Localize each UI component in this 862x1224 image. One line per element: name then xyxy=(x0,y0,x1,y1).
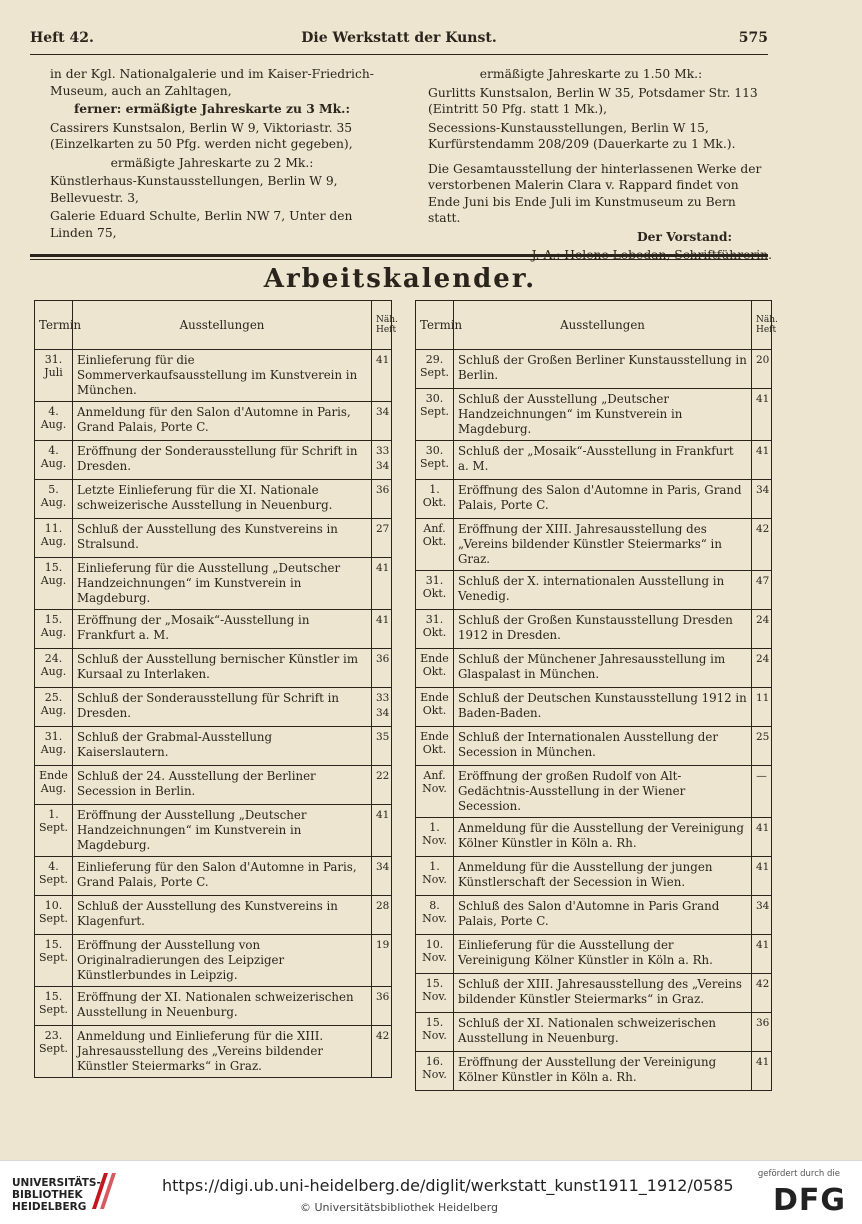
row-date: 4. Aug. xyxy=(35,441,73,480)
notice-heading: ferner: ermäßigte Jahreskarte zu 3 Mk.: xyxy=(73,101,351,116)
row-issue: 24 xyxy=(752,610,772,649)
row-date: 4. Sept. xyxy=(35,857,73,896)
row-issue: 41 xyxy=(752,818,772,857)
section-divider-thin xyxy=(30,259,768,260)
row-issue: 41 xyxy=(752,389,772,441)
row-event: Schluß der Grabmal-Ausstellung Kaiserslautern. xyxy=(73,727,372,766)
row-issue: 41 xyxy=(752,1052,772,1091)
row-event: Schluß der X. internationalen Ausstellung in Venedig. xyxy=(454,571,752,610)
row-date: Ende Okt. xyxy=(416,649,454,688)
board-signature: Der Vorstand: xyxy=(637,228,732,244)
row-date: 10. Nov. xyxy=(416,935,454,974)
notice-right-column xyxy=(410,66,772,266)
calendar-row xyxy=(35,688,392,727)
row-issue: 41 xyxy=(752,441,772,480)
calendar-row xyxy=(416,896,772,935)
calendar-row xyxy=(35,402,392,441)
row-event: Schluß der Ausstellung des Kunstvereins in Stralsund. xyxy=(73,519,372,558)
row-date: 15. Nov. xyxy=(416,1013,454,1052)
calendar-row xyxy=(416,1013,772,1052)
row-issue: 27 xyxy=(372,519,392,558)
row-issue: 33 34 xyxy=(372,688,392,727)
column-header-event: Ausstellungen xyxy=(454,301,752,350)
row-issue: 42 xyxy=(372,1026,392,1078)
row-issue: 41 xyxy=(372,805,392,857)
row-issue: 42 xyxy=(752,519,772,571)
row-date: 31. Okt. xyxy=(416,571,454,610)
row-date: 15. Aug. xyxy=(35,610,73,649)
calendar-row xyxy=(416,441,772,480)
row-event: Eröffnung der Sonderausstellung für Schrift in Dresden. xyxy=(73,441,372,480)
notice-paragraph: Die Gesamtausstellung der hinterlassenen Werke der verstorbenen Malerin Clara v. Rappard findet von Ende Juni bis Ende Juli im Kunstmuseum zu Bern statt. xyxy=(428,161,762,225)
library-name-line: UNIVERSITÄTS- xyxy=(12,1177,101,1189)
row-issue: 28 xyxy=(372,896,392,935)
calendar-table-right xyxy=(415,300,778,1091)
row-issue: 22 xyxy=(372,766,392,805)
row-date: 30. Sept. xyxy=(416,441,454,480)
row-issue: 35 xyxy=(372,727,392,766)
row-issue: 33 34 xyxy=(372,441,392,480)
row-event: Eröffnung der XIII. Jahresausstellung des „Vereins bildender Künstler Steiermarks“ in Graz. xyxy=(454,519,752,571)
row-date: 15. Nov. xyxy=(416,974,454,1013)
row-issue: — xyxy=(752,766,772,818)
row-date: Ende Okt. xyxy=(416,727,454,766)
row-event: Anmeldung für den Salon d'Automne in Paris, Grand Palais, Porte C. xyxy=(73,402,372,441)
header-rule xyxy=(30,54,768,55)
calendar-row xyxy=(416,519,772,571)
row-event: Schluß der Deutschen Kunstausstellung 1912 in Baden-Baden. xyxy=(454,688,752,727)
library-name xyxy=(12,1177,101,1213)
row-date: 1. Nov. xyxy=(416,857,454,896)
section-divider xyxy=(30,254,768,257)
calendar-row xyxy=(35,441,392,480)
notice-paragraph: Galerie Eduard Schulte, Berlin NW 7, Unter den Linden 75, xyxy=(50,209,353,240)
row-date: 8. Nov. xyxy=(416,896,454,935)
calendar-row xyxy=(35,935,392,987)
row-event: Schluß der Ausstellung bernischer Künstler im Kursaal zu Interlaken. xyxy=(73,649,372,688)
secretary-signature: J. A.: Helene Lobedan, Schriftführerin. xyxy=(531,248,772,262)
calendar-row xyxy=(35,610,392,649)
library-name-line: HEIDELBERG xyxy=(12,1201,87,1213)
row-date: 15. Sept. xyxy=(35,935,73,987)
dfg-logo: DFG xyxy=(772,1183,846,1218)
row-issue: 11 xyxy=(752,688,772,727)
calendar-table-left xyxy=(34,300,398,1078)
column-header-issue: Näh. Heft xyxy=(372,301,392,350)
notice-paragraph: in der Kgl. Nationalgalerie und im Kaiser-Friedrich-Museum, auch an Zahltagen, xyxy=(50,67,374,98)
row-event: Einlieferung für die Sommerverkaufsausstellung im Kunstverein in München. xyxy=(73,350,372,402)
row-date: Ende Okt. xyxy=(416,688,454,727)
row-issue: 36 xyxy=(372,649,392,688)
row-event: Schluß des Salon d'Automne in Paris Grand Palais, Porte C. xyxy=(454,896,752,935)
row-event: Schluß der Münchener Jahresausstellung im Glaspalast in München. xyxy=(454,649,752,688)
calendar-row xyxy=(416,649,772,688)
row-issue: 41 xyxy=(372,558,392,610)
row-event: Schluß der XIII. Jahresausstellung des „Vereins bildender Künstler Steiermarks“ in Graz. xyxy=(454,974,752,1013)
row-date: 29. Sept. xyxy=(416,350,454,389)
row-event: Letzte Einlieferung für die XI. Nationale schweizerische Ausstellung in Neuenburg. xyxy=(73,480,372,519)
calendar-title: Arbeitskalender. xyxy=(263,264,537,294)
row-event: Anmeldung für die Ausstellung der jungen Künstlerschaft der Secession in Wien. xyxy=(454,857,752,896)
calendar-row xyxy=(35,857,392,896)
calendar-row xyxy=(416,935,772,974)
calendar-row xyxy=(35,766,392,805)
calendar-rows-left xyxy=(35,350,392,1078)
notice-heading: ermäßigte Jahreskarte zu 1.50 Mk.: xyxy=(479,67,703,81)
notice-paragraph: Secessions-Kunstausstellungen, Berlin W 15, Kurfürstendamm 208/209 (Dauerkarte zu 1 Mk.). xyxy=(428,120,736,151)
row-issue: 36 xyxy=(752,1013,772,1052)
row-date: 11. Aug. xyxy=(35,519,73,558)
row-event: Anmeldung für die Ausstellung der Vereinigung Kölner Künstler in Köln a. Rh. xyxy=(454,818,752,857)
notice-heading: ermäßigte Jahreskarte zu 2 Mk.: xyxy=(110,155,314,170)
row-event: Einlieferung für die Ausstellung der Vereinigung Kölner Künstler in Köln a. Rh. xyxy=(454,935,752,974)
library-logo-icon xyxy=(90,1171,118,1211)
calendar-row xyxy=(416,974,772,1013)
row-issue: 41 xyxy=(372,350,392,402)
calendar-row xyxy=(35,649,392,688)
journal-title: Die Werkstatt der Kunst. xyxy=(301,30,497,46)
calendar-row xyxy=(416,1052,772,1091)
row-date: 31. Aug. xyxy=(35,727,73,766)
row-event: Eröffnung des Salon d'Automne in Paris, Grand Palais, Porte C. xyxy=(454,480,752,519)
row-date: 31. Juli xyxy=(35,350,73,402)
row-date: 30. Sept. xyxy=(416,389,454,441)
row-event: Eröffnung der Ausstellung „Deutscher Handzeichnungen“ im Kunstverein in Magdeburg. xyxy=(73,805,372,857)
row-event: Eröffnung der Ausstellung der Vereinigung Kölner Künstler in Köln a. Rh. xyxy=(454,1052,752,1091)
row-date: Anf. Okt. xyxy=(416,519,454,571)
calendar-row xyxy=(416,727,772,766)
calendar-row xyxy=(416,571,772,610)
row-issue: 36 xyxy=(372,987,392,1026)
viewer-footer xyxy=(0,1160,862,1224)
row-date: 24. Aug. xyxy=(35,649,73,688)
calendar-row xyxy=(416,688,772,727)
calendar-row xyxy=(416,610,772,649)
notice-paragraph: Gurlitts Kunstsalon, Berlin W 35, Potsdamer Str. 113 (Eintritt 50 Pfg. statt 1 Mk.), xyxy=(428,85,758,116)
row-event: Schluß der „Mosaik“-Ausstellung in Frankfurt a. M. xyxy=(454,441,752,480)
row-issue: 47 xyxy=(752,571,772,610)
calendar-row xyxy=(416,350,772,389)
row-issue: 19 xyxy=(372,935,392,987)
calendar-row xyxy=(35,558,392,610)
row-event: Schluß der 24. Ausstellung der Berliner Secession in Berlin. xyxy=(73,766,372,805)
row-date: 1. Nov. xyxy=(416,818,454,857)
row-date: 25. Aug. xyxy=(35,688,73,727)
calendar-row xyxy=(416,857,772,896)
copyright-notice: © Universitätsbibliothek Heidelberg xyxy=(300,1201,499,1214)
column-header-date: Termin xyxy=(35,301,73,350)
row-issue: 24 xyxy=(752,649,772,688)
row-event: Schluß der XI. Nationalen schweizerischen Ausstellung in Neuenburg. xyxy=(454,1013,752,1052)
calendar-row xyxy=(35,480,392,519)
funding-note: gefördert durch die xyxy=(757,1169,840,1179)
row-event: Schluß der Ausstellung des Kunstvereins in Klagenfurt. xyxy=(73,896,372,935)
row-event: Schluß der Großen Berliner Kunstausstellung in Berlin. xyxy=(454,350,752,389)
row-date: 31. Okt. xyxy=(416,610,454,649)
permalink-link[interactable]: https://digi.ub.uni-heidelberg.de/diglit/werkstatt_kunst1911_1912/0585 xyxy=(162,1176,734,1195)
row-issue: 34 xyxy=(752,896,772,935)
row-issue: 25 xyxy=(752,727,772,766)
row-date: 1. Okt. xyxy=(416,480,454,519)
row-date: 5. Aug. xyxy=(35,480,73,519)
row-event: Einlieferung für die Ausstellung „Deutscher Handzeichnungen“ im Kunstverein in Magdeburg. xyxy=(73,558,372,610)
row-date: 23. Sept. xyxy=(35,1026,73,1078)
row-date: 4. Aug. xyxy=(35,402,73,441)
calendar-row xyxy=(35,1026,392,1078)
row-issue: 34 xyxy=(372,857,392,896)
calendar-row xyxy=(35,896,392,935)
row-date: Ende Aug. xyxy=(35,766,73,805)
row-issue: 42 xyxy=(752,974,772,1013)
row-event: Eröffnung der „Mosaik“-Ausstellung in Frankfurt a. M. xyxy=(73,610,372,649)
row-issue: 41 xyxy=(372,610,392,649)
calendar-row xyxy=(35,805,392,857)
calendar-row xyxy=(35,987,392,1026)
notice-left-column xyxy=(32,66,392,243)
row-event: Eröffnung der Ausstellung von Originalradierungen des Leipziger Künstlerbundes in Leipzig. xyxy=(73,935,372,987)
column-header-issue: Näh. Heft xyxy=(752,301,772,350)
row-date: 1. Sept. xyxy=(35,805,73,857)
page-number: 575 xyxy=(738,30,768,46)
calendar-row xyxy=(416,766,772,818)
calendar-row xyxy=(416,480,772,519)
row-event: Schluß der Internationalen Ausstellung der Secession in München. xyxy=(454,727,752,766)
column-header-event: Ausstellungen xyxy=(73,301,372,350)
row-date: 15. Aug. xyxy=(35,558,73,610)
row-date: Anf. Nov. xyxy=(416,766,454,818)
row-issue: 36 xyxy=(372,480,392,519)
row-event: Schluß der Großen Kunstausstellung Dresden 1912 in Dresden. xyxy=(454,610,752,649)
column-header-date: Termin xyxy=(416,301,454,350)
row-event: Anmeldung und Einlieferung für die XIII. Jahresausstellung des „Vereins bildender Künstler Steiermarks“ in Graz. xyxy=(73,1026,372,1078)
issue-number: Heft 42. xyxy=(30,30,94,46)
row-issue: 20 xyxy=(752,350,772,389)
row-issue: 41 xyxy=(752,857,772,896)
row-date: 15. Sept. xyxy=(35,987,73,1026)
row-issue: 34 xyxy=(752,480,772,519)
row-issue: 41 xyxy=(752,935,772,974)
row-date: 10. Sept. xyxy=(35,896,73,935)
row-event: Eröffnung der großen Rudolf von Alt-Gedächtnis-Ausstellung in der Wiener Secession. xyxy=(454,766,752,818)
row-event: Schluß der Ausstellung „Deutscher Handzeichnungen“ im Kunstverein in Magdeburg. xyxy=(454,389,752,441)
row-issue: 34 xyxy=(372,402,392,441)
row-event: Einlieferung für den Salon d'Automne in Paris, Grand Palais, Porte C. xyxy=(73,857,372,896)
library-name-line: BIBLIOTHEK xyxy=(12,1189,83,1201)
row-event: Eröffnung der XI. Nationalen schweizerischen Ausstellung in Neuenburg. xyxy=(73,987,372,1026)
calendar-row xyxy=(416,818,772,857)
notice-paragraph: Künstlerhaus-Kunstausstellungen, Berlin W 9, Bellevuestr. 3, xyxy=(50,174,338,205)
calendar-row xyxy=(35,519,392,558)
row-date: 16. Nov. xyxy=(416,1052,454,1091)
notice-paragraph: Cassirers Kunstsalon, Berlin W 9, Viktoriastr. 35 (Einzelkarten zu 50 Pfg. werden nicht gegeben), xyxy=(50,120,353,151)
row-event: Schluß der Sonderausstellung für Schrift in Dresden. xyxy=(73,688,372,727)
calendar-row xyxy=(35,350,392,402)
running-header xyxy=(30,30,768,52)
calendar-row xyxy=(416,389,772,441)
calendar-row xyxy=(35,727,392,766)
calendar-rows-right xyxy=(416,350,772,1091)
